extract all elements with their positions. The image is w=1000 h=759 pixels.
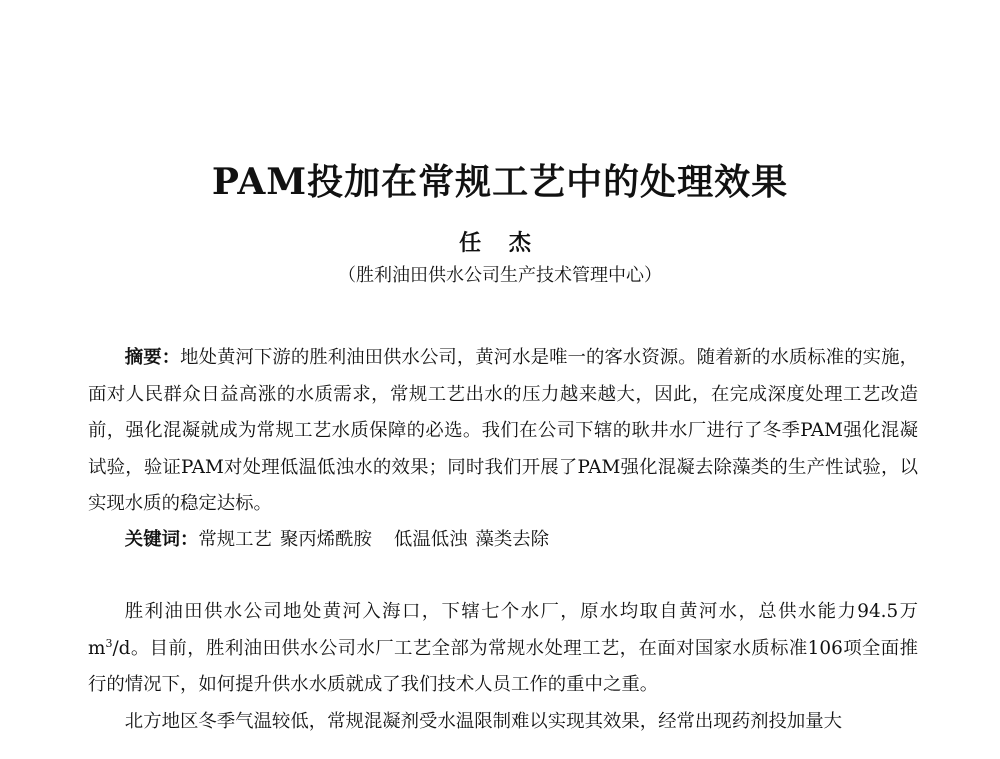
paper-title: PAM投加在常规工艺中的处理效果 [211,161,789,203]
keyword-item: 常规工艺 [198,529,272,550]
body-section [88,594,918,740]
keywords-paragraph [88,522,918,559]
abstract-label: 摘要： [124,347,181,368]
body-paragraph [88,704,918,741]
author-affiliation: （胜利油田供水公司生产技术管理中心） [338,265,662,286]
abstract-paragraph [88,340,918,523]
author-name: 任 杰 [459,230,541,256]
body-paragraph-1-continued: /d。目前，胜利油田供水公司水厂工艺全部为常规水处理工艺，在面对国家水质标准106项全面推行的情况下，如何提升供水水质就成了我们技术人员工作的重中之重。 [88,637,918,695]
abstract-text: 地处黄河下游的胜利油田供水公司，黄河水是唯一的客水资源。随着新的水质标准的实施，面对人民群众日益高涨的水质需求，常规工艺出水的压力越来越大，因此，在完成深度处理工艺改造前，强化混凝就成为常规工艺水质保障的必选。我们在公司下辖的耿井水厂进行了冬季PAM强化混凝试验，验证PAM对处理低温低浊水的效果；同时我们开展了PAM强化混凝去除藻类的生产性试验，以实现水质的稳定达标。 [88,347,918,514]
keyword-item: 聚丙烯酰胺 [279,529,372,550]
body-paragraph-2-text: 北方地区冬季气温较低，常规混凝剂受水温限制难以实现其效果，经常出现药剂投加量大 [124,710,843,732]
keyword-item: 藻类去除 [475,529,550,550]
body-paragraph-1-text: 胜利油田供水公司地处黄河入海口，下辖七个水厂，原水均取自黄河水，总供水能力94.5万m [88,601,918,659]
unit-superscript: 3 [105,636,113,650]
body-paragraph [88,594,918,704]
keyword-item: 低温低浊 [393,529,468,550]
keywords-label: 关键词： [124,529,199,550]
